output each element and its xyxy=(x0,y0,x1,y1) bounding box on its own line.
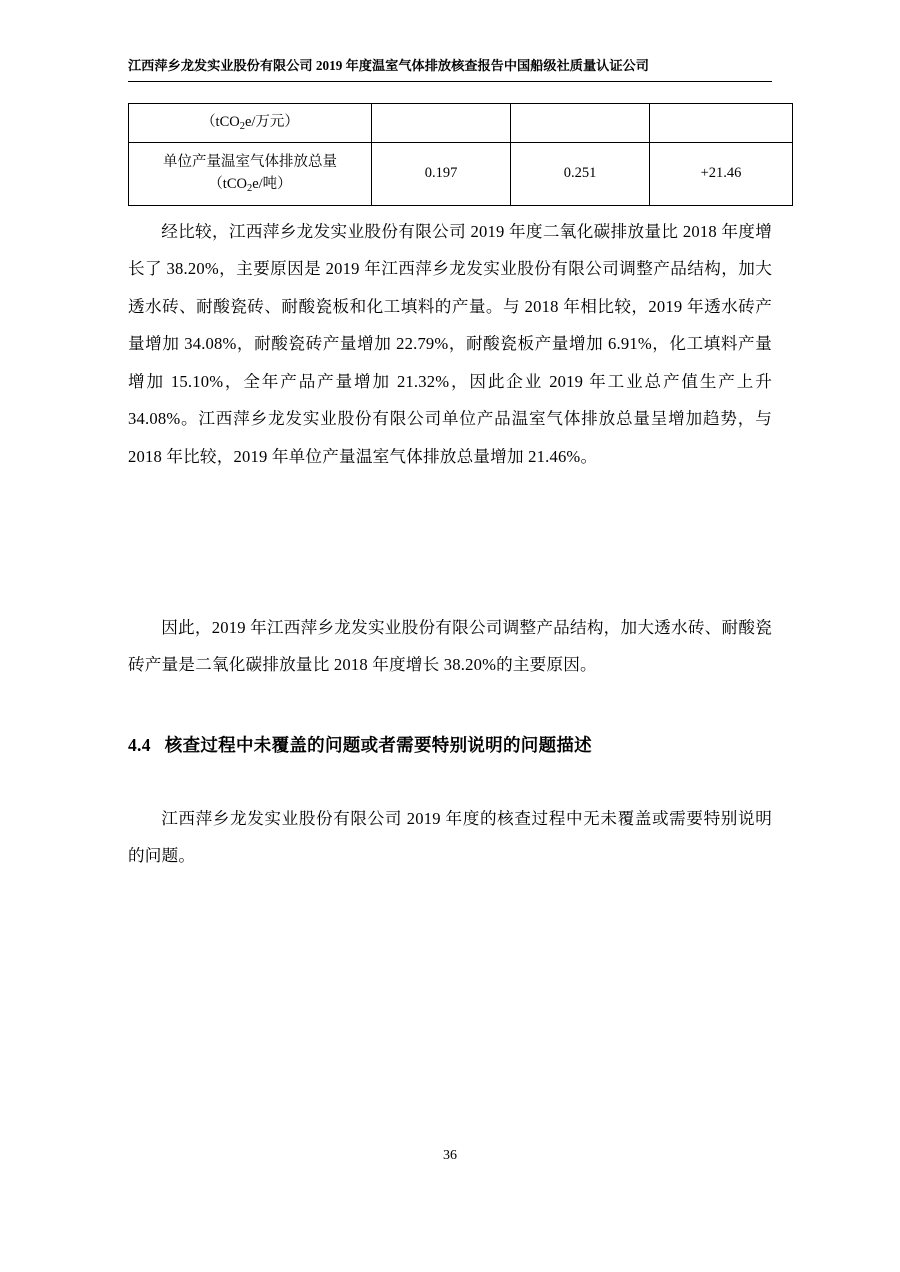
label-suffix: e/万元） xyxy=(244,114,299,131)
cell-value-3 xyxy=(650,104,793,143)
page-number: 36 xyxy=(443,1148,457,1163)
row-label-unit-output-value xyxy=(129,104,372,143)
label-suffix: e/吨） xyxy=(252,176,292,192)
page-content xyxy=(128,0,772,1272)
emissions-table xyxy=(128,103,793,206)
cell-value-1: 0.197 xyxy=(372,143,511,206)
emissions-table-wrapper xyxy=(128,103,772,206)
section-heading xyxy=(128,733,772,758)
table-row xyxy=(129,104,793,143)
cell-value-2 xyxy=(511,104,650,143)
page-header: 江西萍乡龙发实业股份有限公司 2019 年度温室气体排放核查报告中国船级社质量认证公司 xyxy=(128,58,772,82)
body-paragraph-conclusion: 因此，2019 年江西萍乡龙发实业股份有限公司调整产品结构，加大透水砖、耐酸瓷砖产量是二氧化碳排放量比 2018 年度增长 38.20%的主要原因。 xyxy=(128,617,772,675)
section-title: 核查过程中未覆盖的问题或者需要特别说明的问题描述 xyxy=(164,735,592,755)
cell-value-1 xyxy=(372,104,511,143)
cell-value-3: +21.46 xyxy=(650,143,793,206)
label-prefix: （tCO xyxy=(201,114,240,131)
body-paragraph-comparison: 经比较，江西萍乡龙发实业股份有限公司 2019 年度二氧化碳排放量比 2018 年度增长了 38.20%，主要原因是 2019 年江西萍乡龙发实业股份有限公司调整产品结构，加大透水砖、耐酸瓷砖、耐酸瓷板和化工填料的产量。与 2018 年相比较，2019 年透水砖产量增加 34.08%，耐酸瓷砖产量增加 22.79%，耐酸瓷板产量增加 6.91%，化工填料产量增加 15.10%，全年产品产量增加 21.32%，因此企业 2019 年工业总产值生产上升 34.08%。江西萍乡龙发实业股份有限公司单位产品温室气体排放总量呈增加趋势，与 2018 年比较，2019 年单位产量温室气体排放总量增加 21.46%。 xyxy=(128,221,772,466)
cell-value-2: 0.251 xyxy=(511,143,650,206)
table-row xyxy=(129,143,793,206)
label-line-2 xyxy=(131,174,369,196)
label-subscript: 2 xyxy=(246,182,253,194)
label-prefix: （tCO xyxy=(208,176,247,192)
row-label-unit-product-total xyxy=(129,143,372,206)
body-paragraph-uncovered-issues: 江西萍乡龙发实业股份有限公司 2019 年度的核查过程中无未覆盖或需要特别说明的问题。 xyxy=(128,808,772,866)
section-number: 4.4 xyxy=(128,735,151,755)
label-line-1: 单位产量温室气体排放总量 xyxy=(163,154,337,171)
label-subscript: 2 xyxy=(239,121,245,133)
